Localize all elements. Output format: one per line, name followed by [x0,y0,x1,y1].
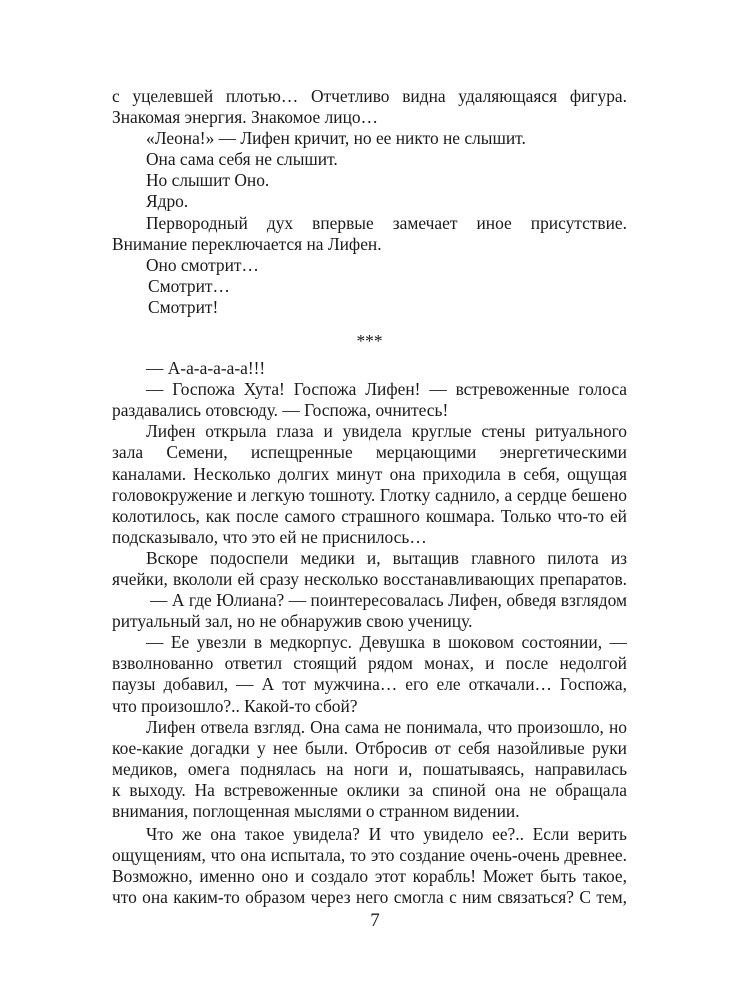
text-line: ощущениям, что она испытала, то это создание очень-очень древнее. [112,845,627,866]
text-line: с уцелевшей плотью… Отчетливо видна удаляющаяся фигура. [112,86,627,106]
text-line: Смотрит… [148,275,230,296]
text-line: ритуальный зал, но не обнаружив свою ученицу. [112,611,473,632]
text-line: Возможно, именно оно и создало этот корабль! Может быть такое, [112,866,627,887]
text-line: — А где Юлиана? — поинтересовалась Лифен, обведя взглядом [150,590,627,611]
text-line: Что же она такое увидела? И что увидело ее?.. Если верить [146,824,627,845]
text-line: — Госпожа Хута! Госпожа Лифен! — встревоженные голоса [146,379,627,400]
text-line: кое-какие догадки у нее были. Отбросив от себя назойливые руки [112,737,627,758]
text-line: Но слышит Оно. [146,170,270,191]
text-line: зала Семени, испещренные мерцающими энергетическими [112,442,627,463]
text-line: Смотрит! [148,296,219,317]
text-line: что она каким-то образом через него смогла с ним связаться? С тем, [112,887,627,908]
text-line: Лифен отвела взгляд. Она сама не понимала, что произошло, но [146,716,627,737]
text-line: ячейки, вкололи ей сразу несколько восстанавливающих препаратов. [112,568,627,589]
text-line: паузы добавил, — А тот мужчина… его еле откачали… Госпожа, [112,674,627,695]
text-line: Оно смотрит… [146,254,259,275]
text-line: взволнованно ответил стоящий рядом монах, и после недолгой [112,653,627,674]
text-line: Лифен открыла глаза и увидела круглые стены ритуального [146,421,627,442]
text-line: Первородный дух впервые замечает иное присутствие. [146,212,627,233]
text-line: Ядро. [146,191,189,212]
text-line: подсказывало, что это ей не приснилось… [112,526,427,547]
text-line: — Ее увезли в медкорпус. Девушка в шоковом состоянии, — [146,632,627,653]
text-line: Она сама себя не слышит. [146,149,338,170]
text-line: раздавались отовсюду. — Госпожа, очнитесь! [112,400,449,421]
text-line: внимания, поглощенная мыслями о странном видении. [112,801,520,821]
text-line: головокружение и легкую тошноту. Глотку саднило, а сердце бешено [112,484,627,505]
page-body [112,86,627,908]
text-line: каналами. Несколько долгих минут она приходила в себя, ощущая [112,463,627,484]
text-line: «Леона!» — Лифен кричит, но ее никто не слышит. [146,128,526,149]
page-number: 7 [370,910,380,931]
text-line: Знакомая энергия. Знакомое лицо… [112,107,378,128]
text-line: к выходу. На встревоженные оклики за спиной она не обращала [112,779,627,800]
text-line: — А-а-а-а-а-а!!! [146,358,266,379]
section-separator: *** [356,331,383,352]
text-line: Вскоре подоспели медики и, вытащив главного пилота из [146,547,627,568]
text-line: медиков, омега поднялась на ноги и, пошатываясь, направилась [112,758,627,779]
text-line: Внимание переключается на Лифен. [112,233,382,254]
text-line: что произошло?.. Какой-то сбой? [112,695,358,716]
text-line: колотилось, как после самого страшного кошмара. Только что-то ей [112,505,627,526]
